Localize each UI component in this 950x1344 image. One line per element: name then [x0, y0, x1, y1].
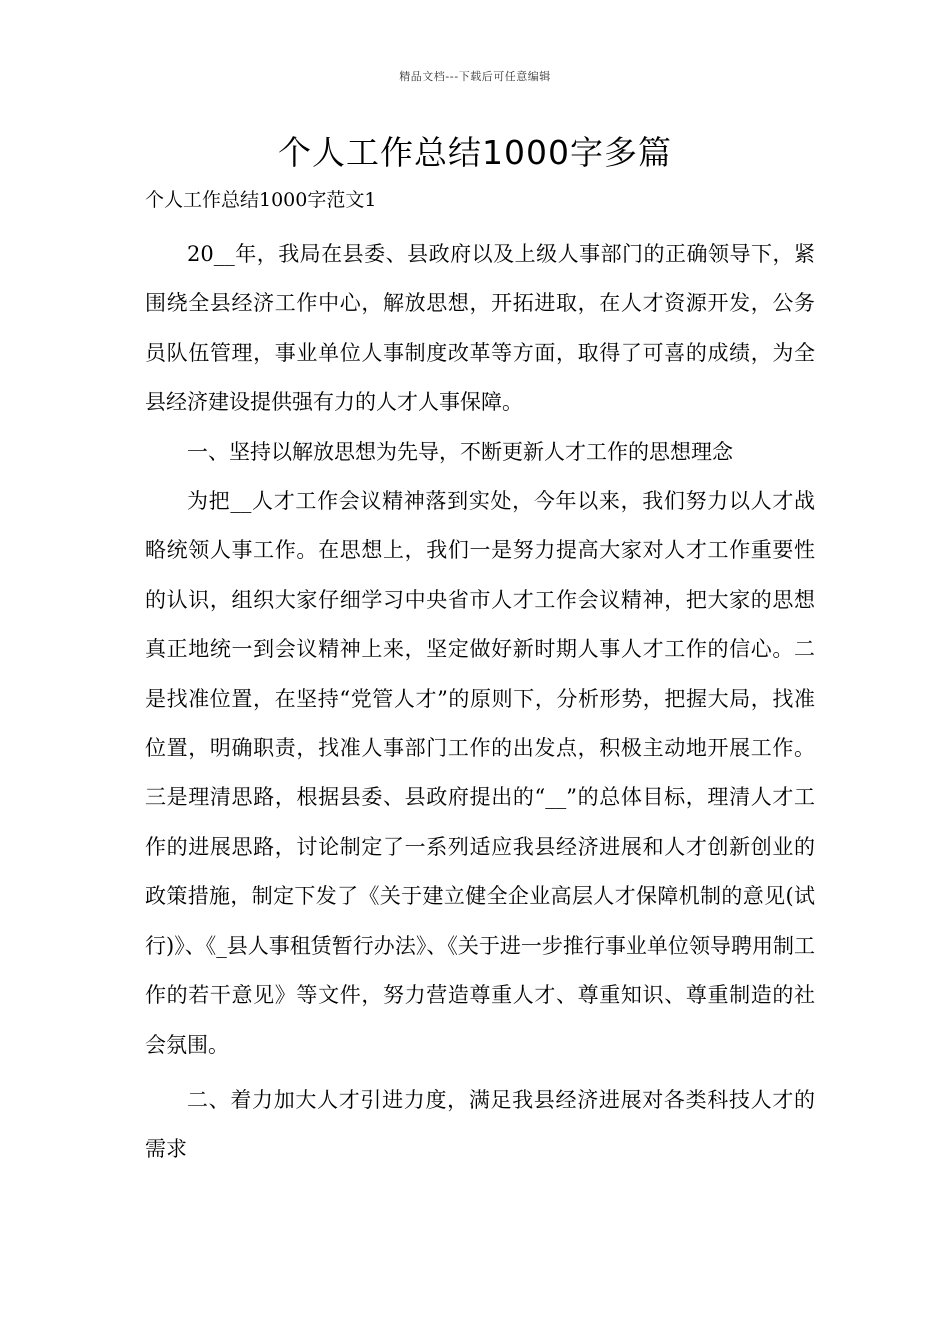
paragraph-section-1: 为把__人才工作会议精神落到实处，今年以来，我们努力以人才战略统领人事工作。在思想上，我们一是努力提高大家对人才工作重要性的认识，组织大家仔细学习中央省市人才工作会议精神，把大家的思想真正地统一到会议精神上来，坚定做好新时期人事人才工作的信心。二是找准位置，在坚持“党管人才”的原则下，分析形势，把握大局，找准位置，明确职责，找准人事部门工作的出发点，积极主动地开展工作。三是理清思路，根据县委、县政府提出的“__”的总体目标，理清人才工作的进展思路，讨论制定了一系列适应我县经济进展和人才创新创业的政策措施，制定下发了《关于建立健全企业高层人才保障机制的意见(试行)》、《_县人事租赁暂行办法》、《关于进一步推行事业单位领导聘用制工作的若干意见》等文件，努力营造尊重人才、尊重知识、尊重制造的社会氛围。 — [145, 489, 815, 1057]
paragraph-intro: 20__年，我局在县委、县政府以及上级人事部门的正确领导下，紧围绕全县经济工作中心，解放思想，开拓进取，在人才资源开发，公务员队伍管理，事业单位人事制度改革等方面，取得了可喜的成绩，为全县经济建设提供强有力的人才人事保障。 — [145, 242, 815, 415]
document-subtitle: 个人工作总结1000字范文1 — [145, 189, 377, 211]
document-title: 个人工作总结1000字多篇 — [278, 133, 672, 172]
section-heading-2: 二、着力加大人才引进力度，满足我县经济进展对各类科技人才的需求 — [145, 1087, 815, 1162]
header-note: 精品文档---下载后可任意编辑 — [399, 70, 551, 83]
document-body — [145, 230, 815, 1175]
section-heading-1: 一、坚持以解放思想为先导，不断更新人才工作的思想理念 — [187, 439, 733, 464]
